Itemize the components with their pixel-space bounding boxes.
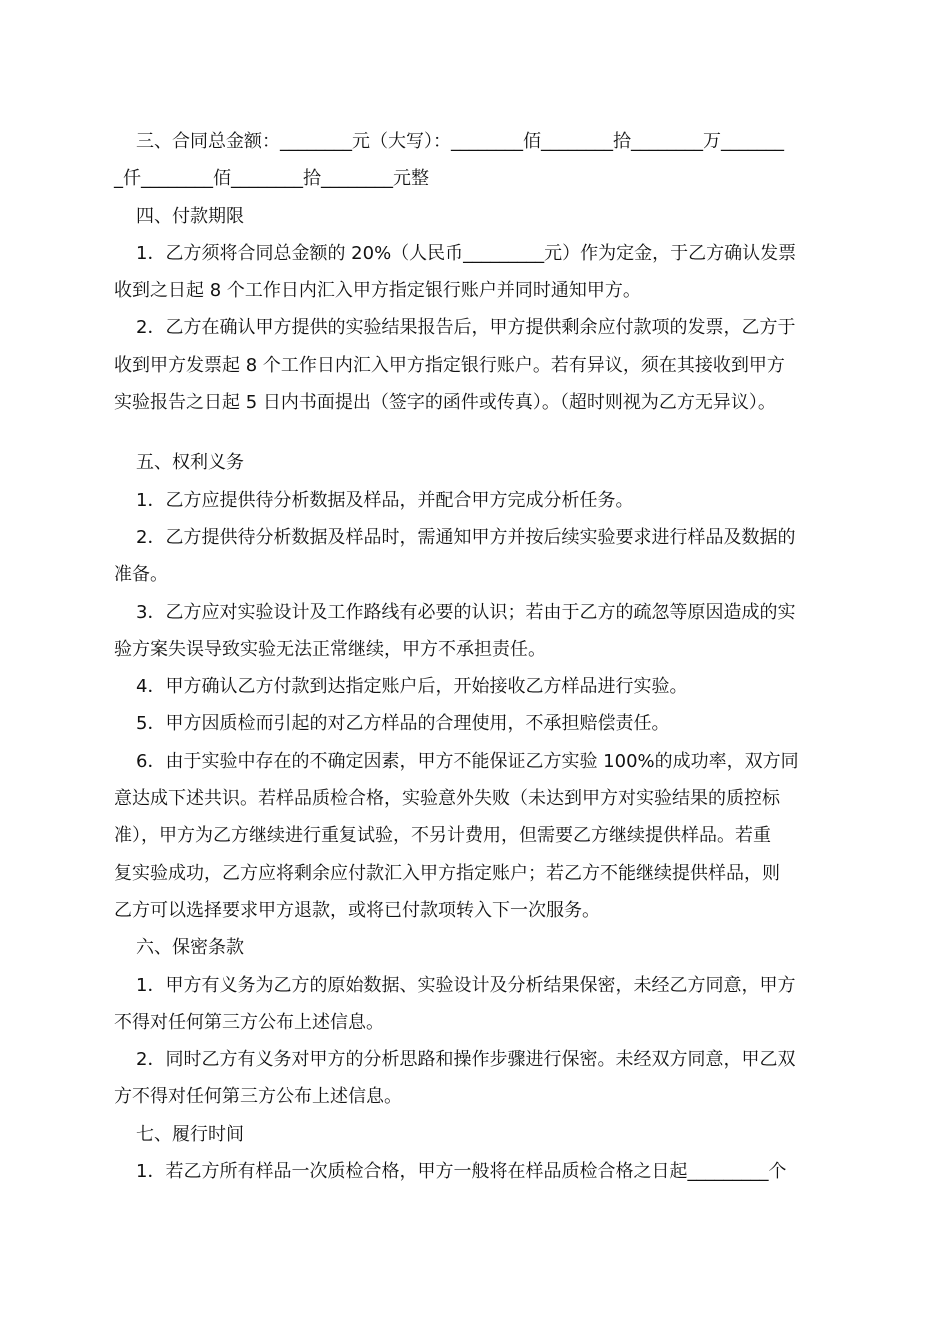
section-5-item-3-line-1: 3．乙方应对实验设计及工作路线有必要的认识；若由于乙方的疏忽等原因造成的实 <box>136 601 796 623</box>
section-6-heading: 六、保密条款 <box>136 937 244 959</box>
section-5-item-2-line-1: 2．乙方提供待分析数据及样品时，需通知甲方并按后续实验要求进行样品及数据的 <box>136 526 796 548</box>
section-6-item-1-line-2: 不得对任何第三方公布上述信息。 <box>114 1011 384 1033</box>
section-4-item-2-line-2: 收到甲方发票起 8 个工作日内汇入甲方指定银行账户。若有异议，须在其接收到甲方 <box>114 354 785 376</box>
section-3-contract-amount-line-2: _仟________佰________拾________元整 <box>114 168 429 190</box>
contract-body <box>114 123 842 1190</box>
section-6-item-2-line-2: 方不得对任何第三方公布上述信息。 <box>114 1086 402 1108</box>
section-5-item-6-line-5: 乙方可以选择要求甲方退款，或将已付款项转入下一次服务。 <box>114 899 600 921</box>
section-5-heading: 五、权利义务 <box>136 452 244 474</box>
paragraph-gap <box>114 421 842 444</box>
section-4-item-2-line-3: 实验报告之日起 5 日内书面提出（签字的函件或传真）。（超时则视为乙方无异议）。 <box>114 392 776 414</box>
section-4-item-2-line-1: 2．乙方在确认甲方提供的实验结果报告后，甲方提供剩余应付款项的发票，乙方于 <box>136 317 796 339</box>
section-5-item-3-line-2: 验方案失误导致实验无法正常继续，甲方不承担责任。 <box>114 638 546 660</box>
section-5-item-4: 4．甲方确认乙方付款到达指定账户后，开始接收乙方样品进行实验。 <box>136 676 688 698</box>
section-5-item-2-line-2: 准备。 <box>114 564 168 586</box>
section-4-item-1-line-1: 1．乙方须将合同总金额的 20%（人民币_________元）作为定金，于乙方确认发票 <box>136 242 797 264</box>
section-5-item-5: 5．甲方因质检而引起的对乙方样品的合理使用，不承担赔偿责任。 <box>136 713 670 735</box>
section-5-item-6-line-1: 6．由于实验中存在的不确定因素，甲方不能保证乙方实验 100%的成功率，双方同 <box>136 750 799 772</box>
section-7-heading: 七、履行时间 <box>136 1123 244 1145</box>
section-6-item-1-line-1: 1．甲方有义务为乙方的原始数据、实验设计及分析结果保密，未经乙方同意，甲方 <box>136 974 796 996</box>
section-6-item-2-line-1: 2．同时乙方有义务对甲方的分析思路和操作步骤进行保密。未经双方同意，甲乙双 <box>136 1049 796 1071</box>
section-3-contract-amount-line-1: 三、合同总金额：________元（大写）：________佰________拾________万_______ <box>136 131 784 152</box>
section-4-heading: 四、付款期限 <box>136 205 244 227</box>
section-5-item-1: 1．乙方应提供待分析数据及样品，并配合甲方完成分析任务。 <box>136 489 634 511</box>
section-4-item-1-line-2: 收到之日起 8 个工作日内汇入甲方指定银行账户并同时通知甲方。 <box>114 280 641 302</box>
section-7-item-1-line-1: 1．若乙方所有样品一次质检合格，甲方一般将在样品质检合格之日起_________个 <box>136 1161 787 1183</box>
section-5-item-6-line-3: 准），甲方为乙方继续进行重复试验，不另计费用，但需要乙方继续提供样品。若重 <box>114 825 771 847</box>
section-5-item-6-line-4: 复实验成功，乙方应将剩余应付款汇入甲方指定账户；若乙方不能继续提供样品，则 <box>114 862 780 884</box>
section-5-item-6-line-2: 意达成下述共识。若样品质检合格，实验意外失败（未达到甲方对实验结果的质控标 <box>114 788 780 810</box>
